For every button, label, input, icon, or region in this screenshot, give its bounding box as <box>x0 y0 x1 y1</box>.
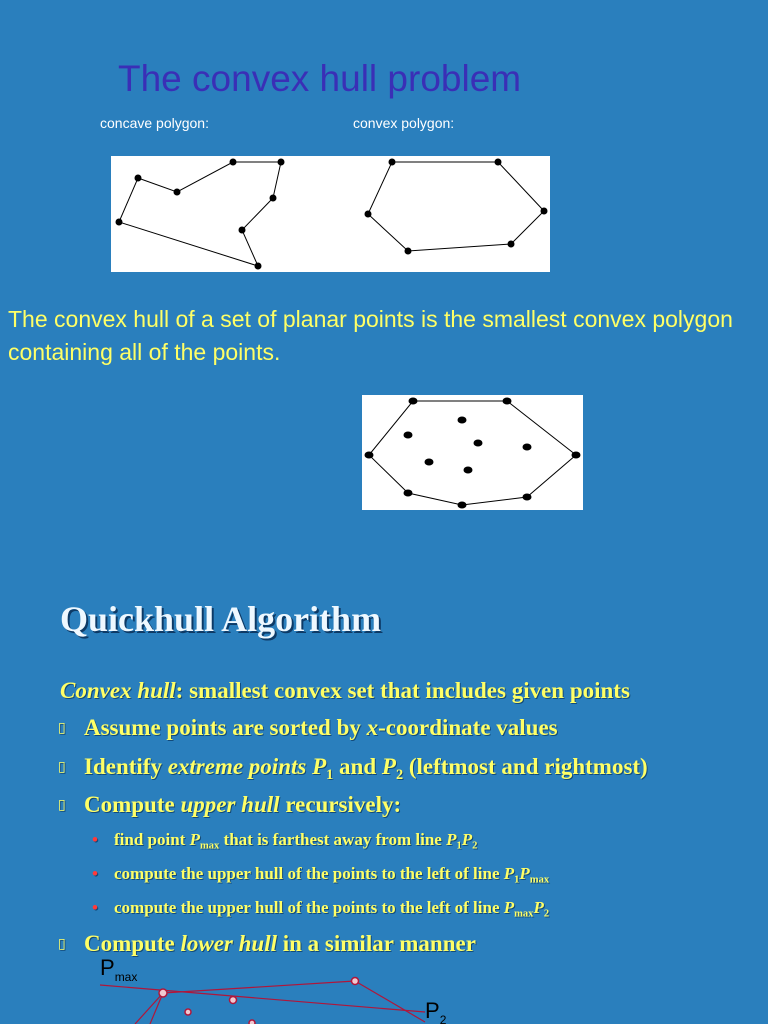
subscript: 2 <box>395 766 404 783</box>
diagram-points <box>159 978 359 1024</box>
intro-line <box>60 678 630 704</box>
text: lower hull <box>180 931 277 956</box>
subscript: 1 <box>514 874 520 886</box>
text: P <box>503 898 515 917</box>
text: x <box>366 715 379 740</box>
bullet-marker-icon: ▯ <box>58 797 66 813</box>
pmax-label: $P_{max}$ <box>100 955 138 984</box>
subscript: 1 <box>326 766 334 783</box>
text: in a similar manner <box>277 931 476 956</box>
text: P <box>519 864 530 883</box>
convex-hull-definition: The convex hull of a set of planar points is the smallest convex polygon containing all of the points. <box>8 306 733 365</box>
point-set-panel <box>362 395 583 510</box>
polygon-examples-figure <box>111 156 550 272</box>
text: and <box>333 754 382 779</box>
quickhull-heading: Quickhull Algorithm <box>60 599 382 639</box>
text: Compute <box>84 931 181 956</box>
convex-polygon <box>365 159 548 255</box>
polygon-examples-panel <box>111 156 550 272</box>
text: find point <box>114 830 190 849</box>
text: extreme points <box>167 754 307 779</box>
subscript: 2 <box>543 908 550 920</box>
text: -coordinate values <box>378 715 558 740</box>
bullet-extreme-points <box>58 754 648 783</box>
text: upper hull <box>180 792 280 817</box>
text: P <box>381 754 396 779</box>
text: P <box>306 754 327 779</box>
concave-caption: concave polygon: <box>100 115 209 131</box>
slide-title: The convex hull problem <box>118 58 522 99</box>
subscript: max <box>199 840 220 852</box>
hull-lines <box>100 981 425 1024</box>
text: Compute <box>84 792 181 817</box>
text: compute the upper hull of the points to the left of line <box>114 864 504 883</box>
bullet-marker-icon: ▯ <box>58 720 66 736</box>
sub-bullet-left-pmax-p2 <box>92 898 549 918</box>
point-set-hull-figure <box>362 395 583 510</box>
subscript: 1 <box>456 840 462 852</box>
text: compute the upper hull of the points to the left of line <box>114 898 504 917</box>
red-dot-icon: • <box>92 898 98 917</box>
text: recursively: <box>279 792 402 817</box>
sub-bullet-left-p1-pmax <box>92 864 549 884</box>
intro-rest: : smallest convex set that includes given points <box>175 678 630 703</box>
convex-caption: convex polygon: <box>353 115 455 131</box>
bullet-marker-icon: ▯ <box>58 936 66 952</box>
concave-polygon <box>116 159 285 270</box>
red-dot-icon: • <box>92 830 98 849</box>
subscript: 2 <box>472 840 478 852</box>
bullet-marker-icon: ▯ <box>58 759 66 775</box>
sub-bullet-find-pmax <box>92 830 477 850</box>
p2-label: $P_2$ <box>425 998 447 1024</box>
subscript: max <box>529 874 550 886</box>
text: Identify <box>84 754 168 779</box>
text: that is farthest away from line <box>219 830 447 849</box>
subscript: max <box>514 908 534 920</box>
text: P <box>446 830 457 849</box>
text: P <box>533 898 544 917</box>
red-dot-icon: • <box>92 864 98 883</box>
bullet-upper-hull <box>58 792 401 818</box>
text: (leftmost and rightmost) <box>403 754 648 779</box>
text: Assume points are sorted by <box>84 715 367 740</box>
intro-term: Convex hull <box>60 678 176 703</box>
quickhull-diagram <box>0 950 768 1024</box>
text: P <box>503 864 515 883</box>
text: P <box>461 830 473 849</box>
text: P <box>189 830 200 849</box>
bullet-sorted <box>58 715 558 741</box>
